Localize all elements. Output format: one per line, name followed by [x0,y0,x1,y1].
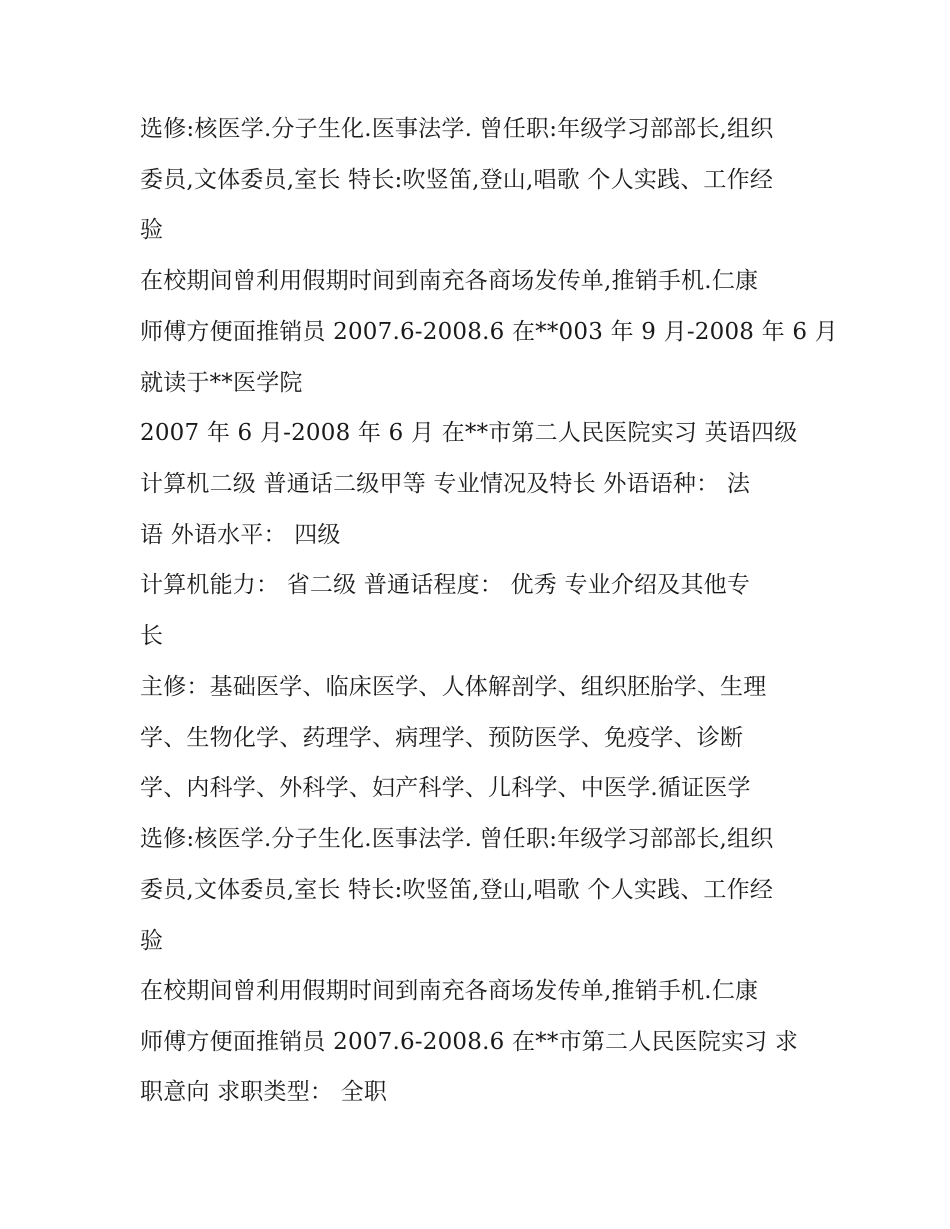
text-line: 选修:核医学.分子生化.医事法学. 曾任职:年级学习部部长,组织 [140,826,774,852]
text-line: 2007 年 6 月-2008 年 6 月 在**市第二人民医院实习 英语四级 [140,420,798,446]
text-line: 师傅方便面推销员 2007.6-2008.6 在**市第二人民医院实习 求 [140,1029,799,1055]
text-line: 委员,文体委员,室长 特长:吹竖笛,登山,唱歌 个人实践、工作经 [140,877,774,903]
text-line: 计算机能力： 省二级 普通话程度： 优秀 专业介绍及其他专 [140,572,751,598]
text-line: 在校期间曾利用假期时间到南充各商场发传单,推销手机.仁康 [140,268,759,294]
text-line: 就读于**医学院 [140,370,303,396]
text-line: 选修:核医学.分子生化.医事法学. 曾任职:年级学习部部长,组织 [140,116,774,142]
text-line: 长 [140,623,164,649]
text-line: 在校期间曾利用假期时间到南充各商场发传单,推销手机.仁康 [140,978,759,1004]
text-line: 学、内科学、外科学、妇产科学、儿科学、中医学.循证医学 [140,775,751,801]
text-line: 职意向 求职类型： 全职 [140,1079,388,1105]
text-line: 主修：基础医学、临床医学、人体解剖学、组织胚胎学、生理 [140,674,767,700]
text-line: 委员,文体委员,室长 特长:吹竖笛,登山,唱歌 个人实践、工作经 [140,167,774,193]
text-line: 学、生物化学、药理学、病理学、预防医学、免疫学、诊断 [140,725,744,751]
text-line: 验 [140,928,164,954]
text-line: 语 外语水平： 四级 [140,522,341,548]
text-line: 验 [140,217,164,243]
text-line: 计算机二级 普通话二级甲等 专业情况及特长 外语语种： 法 [140,471,751,497]
text-line: 师傅方便面推销员 2007.6-2008.6 在**003 年 9 月-2008 年 6 月 [140,319,838,345]
